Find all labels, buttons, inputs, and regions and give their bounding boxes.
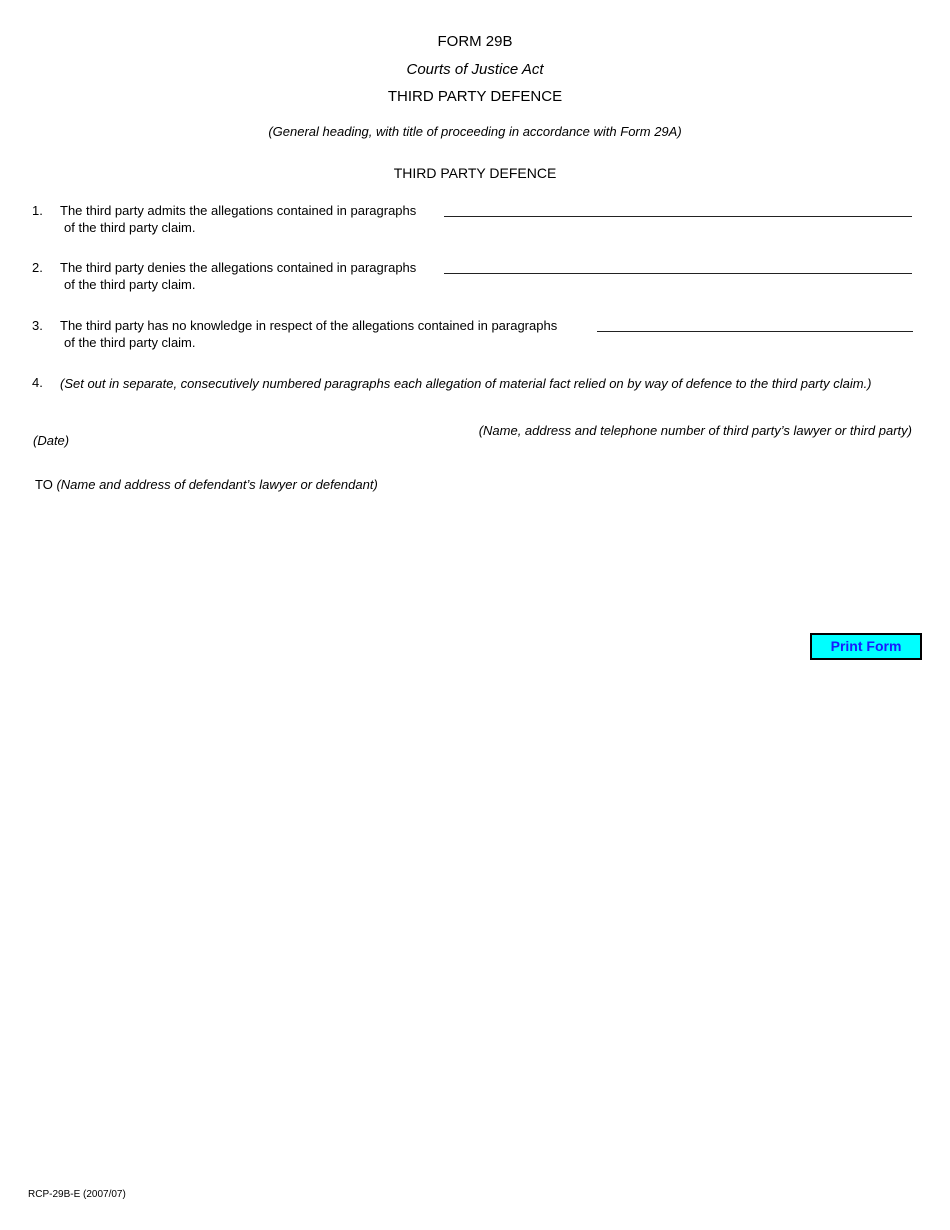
section-title: THIRD PARTY DEFENCE [393, 165, 557, 181]
form-number: FORM 29B [437, 33, 513, 50]
paragraph-4-number: 4. [32, 375, 43, 390]
general-heading-note: (General heading, with title of proceeding in accordance with Form 29A) [268, 124, 682, 139]
form-code: RCP-29B-E (2007/07) [28, 1189, 126, 1200]
form-title: THIRD PARTY DEFENCE [387, 88, 563, 105]
lawyer-label: (Name, address and telephone number of third party’s lawyer or third party) [478, 423, 912, 438]
paragraph-number: 2. [32, 260, 43, 275]
paragraph-text: The third party has no knowledge in respect of the allegations contained in paragraphs [60, 318, 558, 333]
paragraph-4-instructions: (Set out in separate, consecutively numbered paragraphs each allegation of material fact relied on by way of defence to the third party claim.) [60, 376, 872, 391]
paragraph-number: 3. [32, 318, 43, 333]
date-label: (Date) [33, 433, 70, 448]
to-prefix: TO [35, 477, 53, 492]
admitted-paragraphs-field[interactable] [444, 216, 912, 217]
denied-paragraphs-field[interactable] [444, 273, 912, 274]
to-recipient-label: (Name and address of defendant’s lawyer or defendant) [56, 477, 378, 492]
paragraph-number: 1. [32, 203, 43, 218]
paragraph-continuation: of the third party claim. [64, 220, 196, 235]
paragraph-continuation: of the third party claim. [64, 335, 196, 350]
no-knowledge-paragraphs-field[interactable] [597, 331, 913, 332]
paragraph-text: The third party denies the allegations contained in paragraphs [60, 260, 417, 275]
paragraph-text: The third party admits the allegations contained in paragraphs [60, 203, 417, 218]
print-form-button[interactable]: Print Form [810, 633, 922, 660]
paragraph-continuation: of the third party claim. [64, 277, 196, 292]
act-title: Courts of Justice Act [406, 61, 544, 78]
to-block [35, 477, 378, 492]
